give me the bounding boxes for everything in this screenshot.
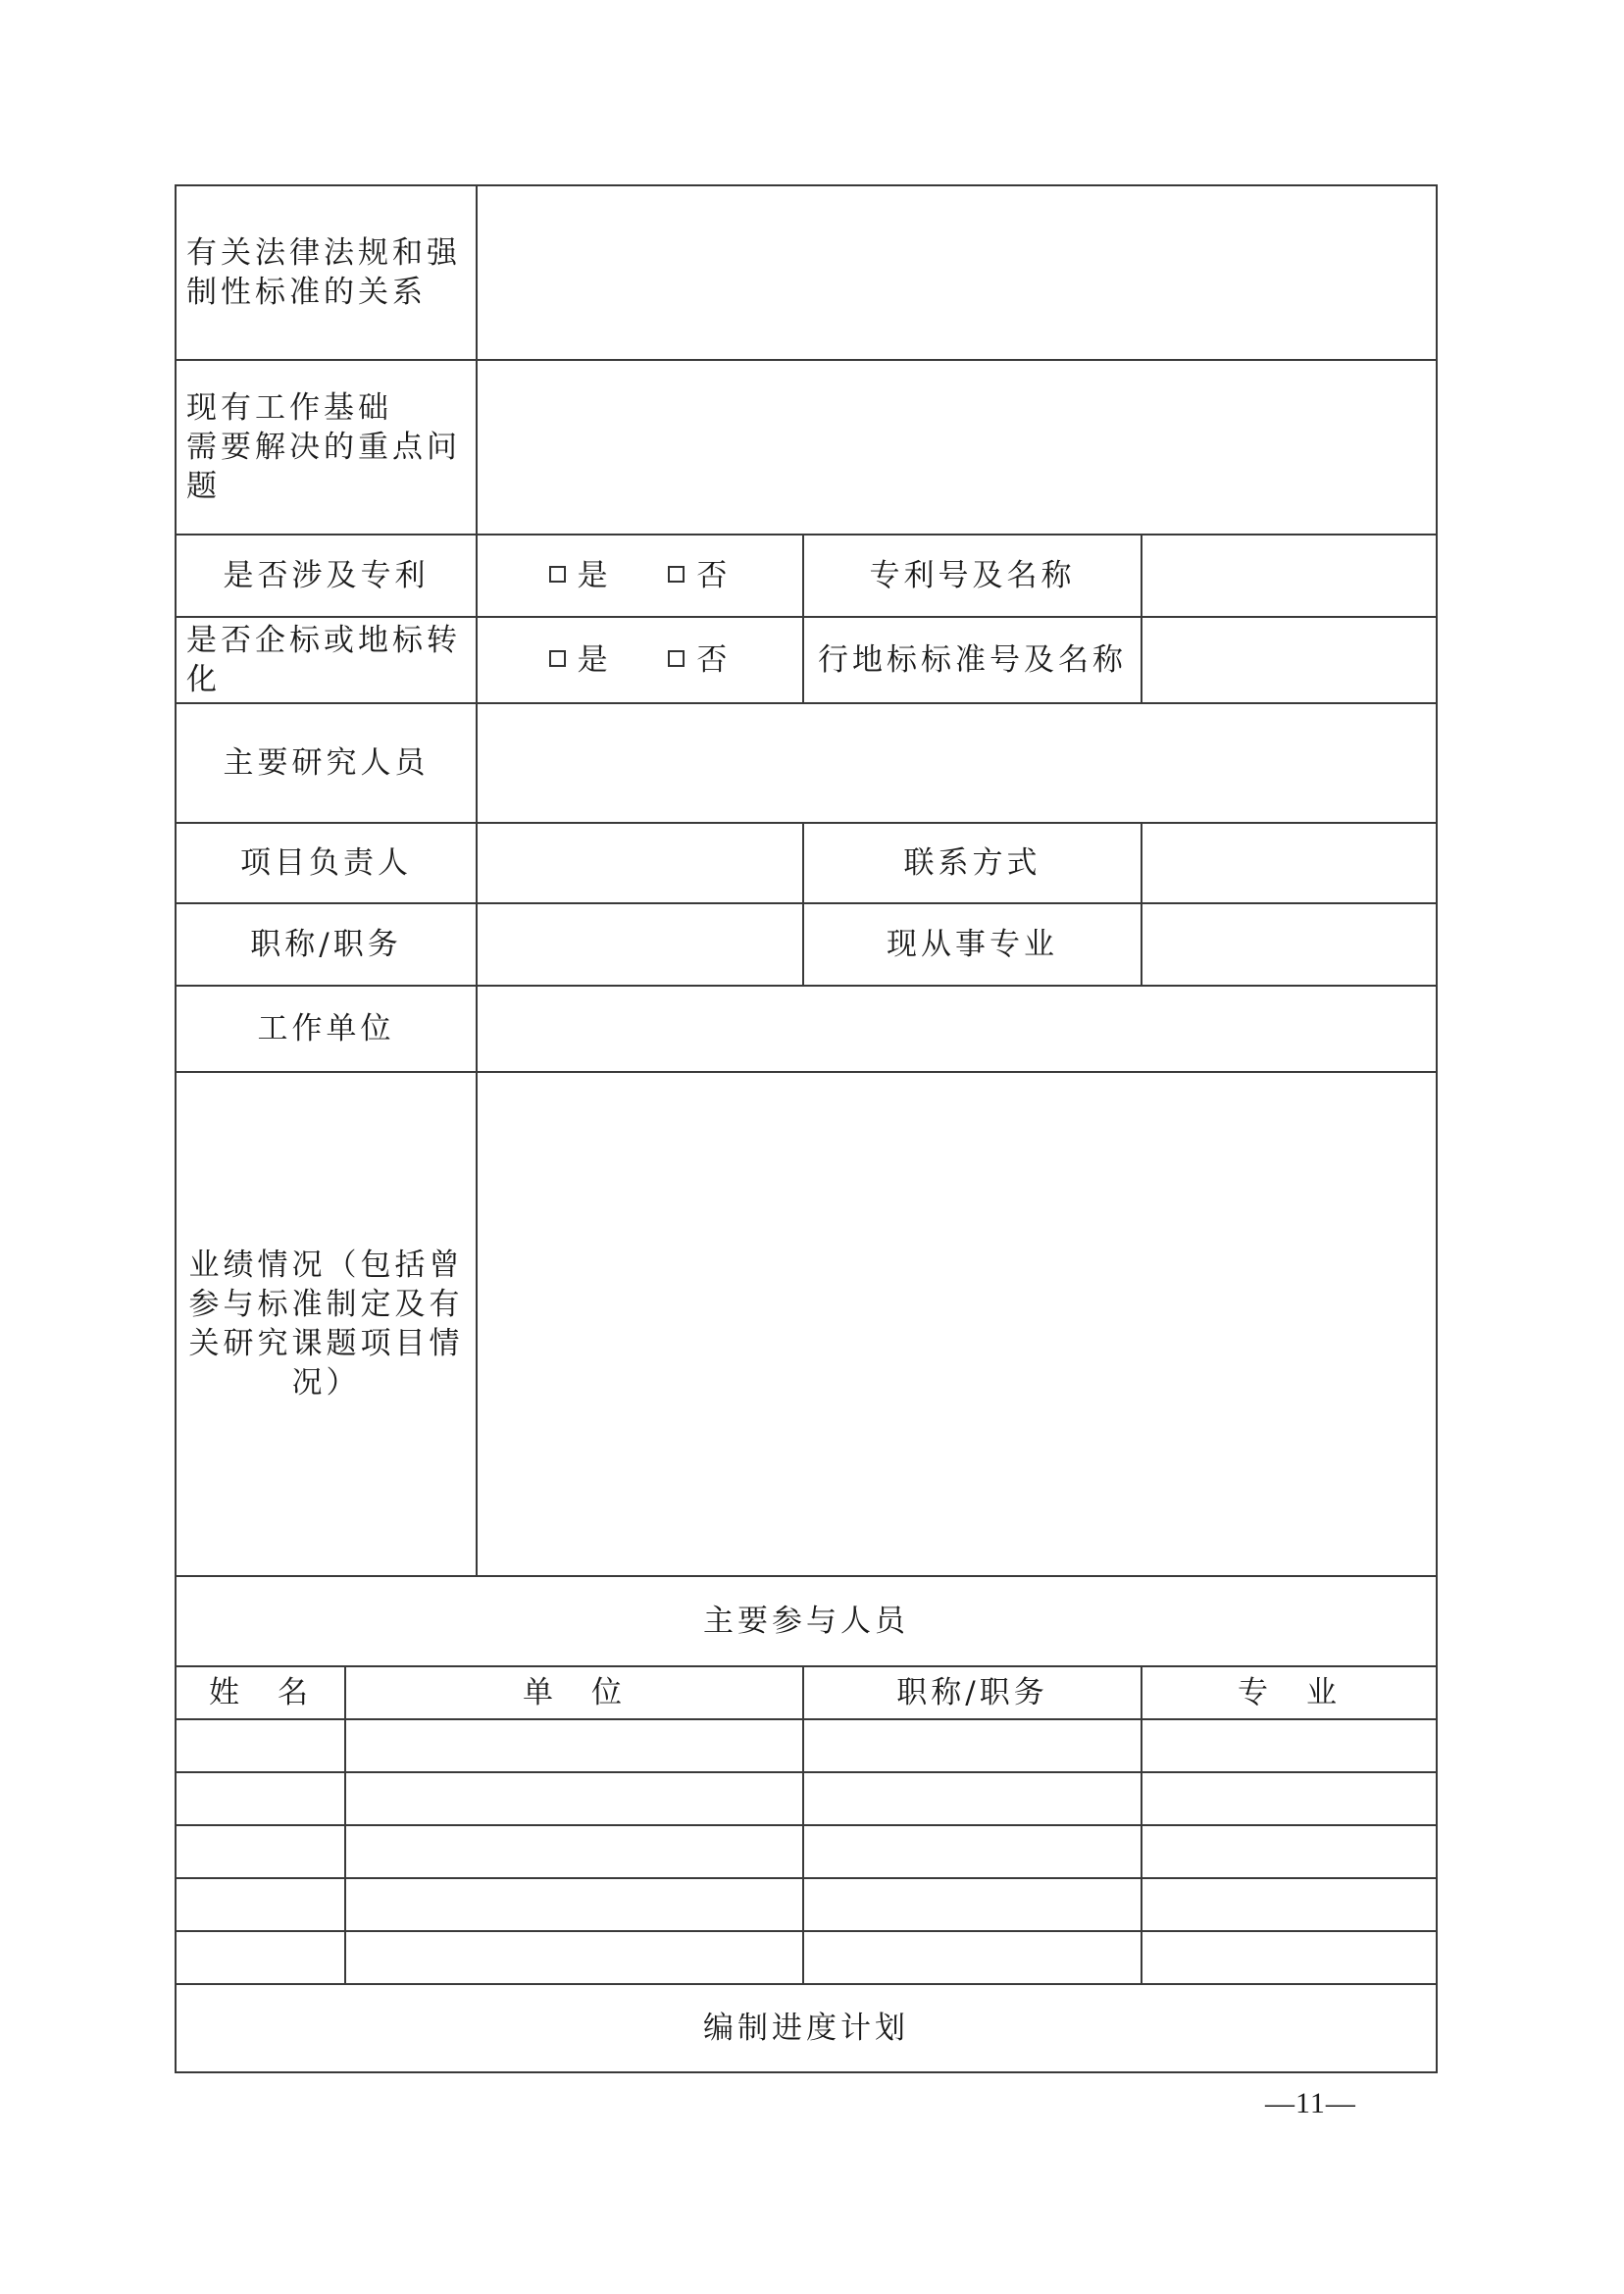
patent-yes-option[interactable]: 是 bbox=[549, 556, 612, 595]
participant-name-cell[interactable] bbox=[176, 1719, 345, 1772]
schedule-row bbox=[176, 1984, 1437, 2072]
participant-title-cell[interactable] bbox=[803, 1719, 1142, 1772]
law-relation-field[interactable] bbox=[477, 185, 1437, 360]
patent-label: 是否涉及专利 bbox=[176, 535, 477, 617]
participants-title-row bbox=[176, 1576, 1437, 1666]
contact-field[interactable] bbox=[1142, 823, 1437, 903]
conversion-row bbox=[176, 617, 1437, 703]
table-row bbox=[176, 1825, 1437, 1878]
participant-unit-cell[interactable] bbox=[345, 1931, 803, 1984]
column-header-title: 职称/职务 bbox=[803, 1666, 1142, 1719]
standard-number-label: 行地标标准号及名称 bbox=[803, 617, 1142, 703]
table-row bbox=[176, 1931, 1437, 1984]
main-researchers-label: 主要研究人员 bbox=[176, 703, 477, 823]
title-position-row bbox=[176, 903, 1437, 986]
project-leader-label: 项目负责人 bbox=[176, 823, 477, 903]
work-unit-field[interactable] bbox=[477, 986, 1437, 1072]
project-leader-field[interactable] bbox=[477, 823, 803, 903]
table-row bbox=[176, 1719, 1437, 1772]
title-position-label: 职称/职务 bbox=[176, 903, 477, 986]
achievements-field[interactable] bbox=[477, 1072, 1437, 1576]
participant-name-cell[interactable] bbox=[176, 1772, 345, 1825]
participants-title: 主要参与人员 bbox=[176, 1576, 1437, 1666]
application-form-table bbox=[175, 184, 1438, 2073]
work-basis-field[interactable] bbox=[477, 360, 1437, 535]
page-number: —11— bbox=[1265, 2087, 1356, 2119]
patent-number-field[interactable] bbox=[1142, 535, 1437, 617]
participants-header-row bbox=[176, 1666, 1437, 1719]
law-relation-row bbox=[176, 185, 1437, 360]
table-row bbox=[176, 1878, 1437, 1931]
title-position-field[interactable] bbox=[477, 903, 803, 986]
current-specialty-label: 现从事专业 bbox=[803, 903, 1142, 986]
checkbox-icon[interactable] bbox=[549, 566, 566, 583]
column-header-specialty: 专 业 bbox=[1142, 1666, 1437, 1719]
participant-name-cell[interactable] bbox=[176, 1878, 345, 1931]
contact-label: 联系方式 bbox=[803, 823, 1142, 903]
participant-title-cell[interactable] bbox=[803, 1825, 1142, 1878]
checkbox-icon[interactable] bbox=[549, 650, 566, 667]
project-leader-row bbox=[176, 823, 1437, 903]
patent-row bbox=[176, 535, 1437, 617]
participant-specialty-cell[interactable] bbox=[1142, 1931, 1437, 1984]
work-unit-row bbox=[176, 986, 1437, 1072]
conversion-options bbox=[477, 617, 803, 703]
work-basis-label: 现有工作基础 需要解决的重点问 题 bbox=[176, 360, 477, 535]
achievements-label: 业绩情况（包括曾 参与标准制定及有 关研究课题项目情 况） bbox=[176, 1072, 477, 1576]
participant-unit-cell[interactable] bbox=[345, 1772, 803, 1825]
participant-unit-cell[interactable] bbox=[345, 1719, 803, 1772]
main-researchers-field[interactable] bbox=[477, 703, 1437, 823]
column-header-unit: 单 位 bbox=[345, 1666, 803, 1719]
participant-specialty-cell[interactable] bbox=[1142, 1825, 1437, 1878]
participant-name-cell[interactable] bbox=[176, 1825, 345, 1878]
participant-title-cell[interactable] bbox=[803, 1878, 1142, 1931]
participant-specialty-cell[interactable] bbox=[1142, 1719, 1437, 1772]
patent-number-label: 专利号及名称 bbox=[803, 535, 1142, 617]
participant-unit-cell[interactable] bbox=[345, 1878, 803, 1931]
column-header-name: 姓 名 bbox=[176, 1666, 345, 1719]
main-researchers-row bbox=[176, 703, 1437, 823]
standard-number-field[interactable] bbox=[1142, 617, 1437, 703]
conversion-yes-option[interactable]: 是 bbox=[549, 640, 612, 680]
conversion-label: 是否企标或地标转 化 bbox=[176, 617, 477, 703]
current-specialty-field[interactable] bbox=[1142, 903, 1437, 986]
participant-specialty-cell[interactable] bbox=[1142, 1878, 1437, 1931]
schedule-label: 编制进度计划 bbox=[176, 1984, 1437, 2072]
participant-name-cell[interactable] bbox=[176, 1931, 345, 1984]
law-relation-label: 有关法律法规和强 制性标准的关系 bbox=[176, 185, 477, 360]
achievements-row bbox=[176, 1072, 1437, 1576]
participant-unit-cell[interactable] bbox=[345, 1825, 803, 1878]
checkbox-icon[interactable] bbox=[668, 650, 685, 667]
work-basis-row bbox=[176, 360, 1437, 535]
patent-options bbox=[477, 535, 803, 617]
checkbox-icon[interactable] bbox=[668, 566, 685, 583]
work-unit-label: 工作单位 bbox=[176, 986, 477, 1072]
participant-specialty-cell[interactable] bbox=[1142, 1772, 1437, 1825]
participant-title-cell[interactable] bbox=[803, 1931, 1142, 1984]
conversion-no-option[interactable]: 否 bbox=[668, 640, 731, 680]
table-row bbox=[176, 1772, 1437, 1825]
participant-title-cell[interactable] bbox=[803, 1772, 1142, 1825]
patent-no-option[interactable]: 否 bbox=[668, 556, 731, 595]
